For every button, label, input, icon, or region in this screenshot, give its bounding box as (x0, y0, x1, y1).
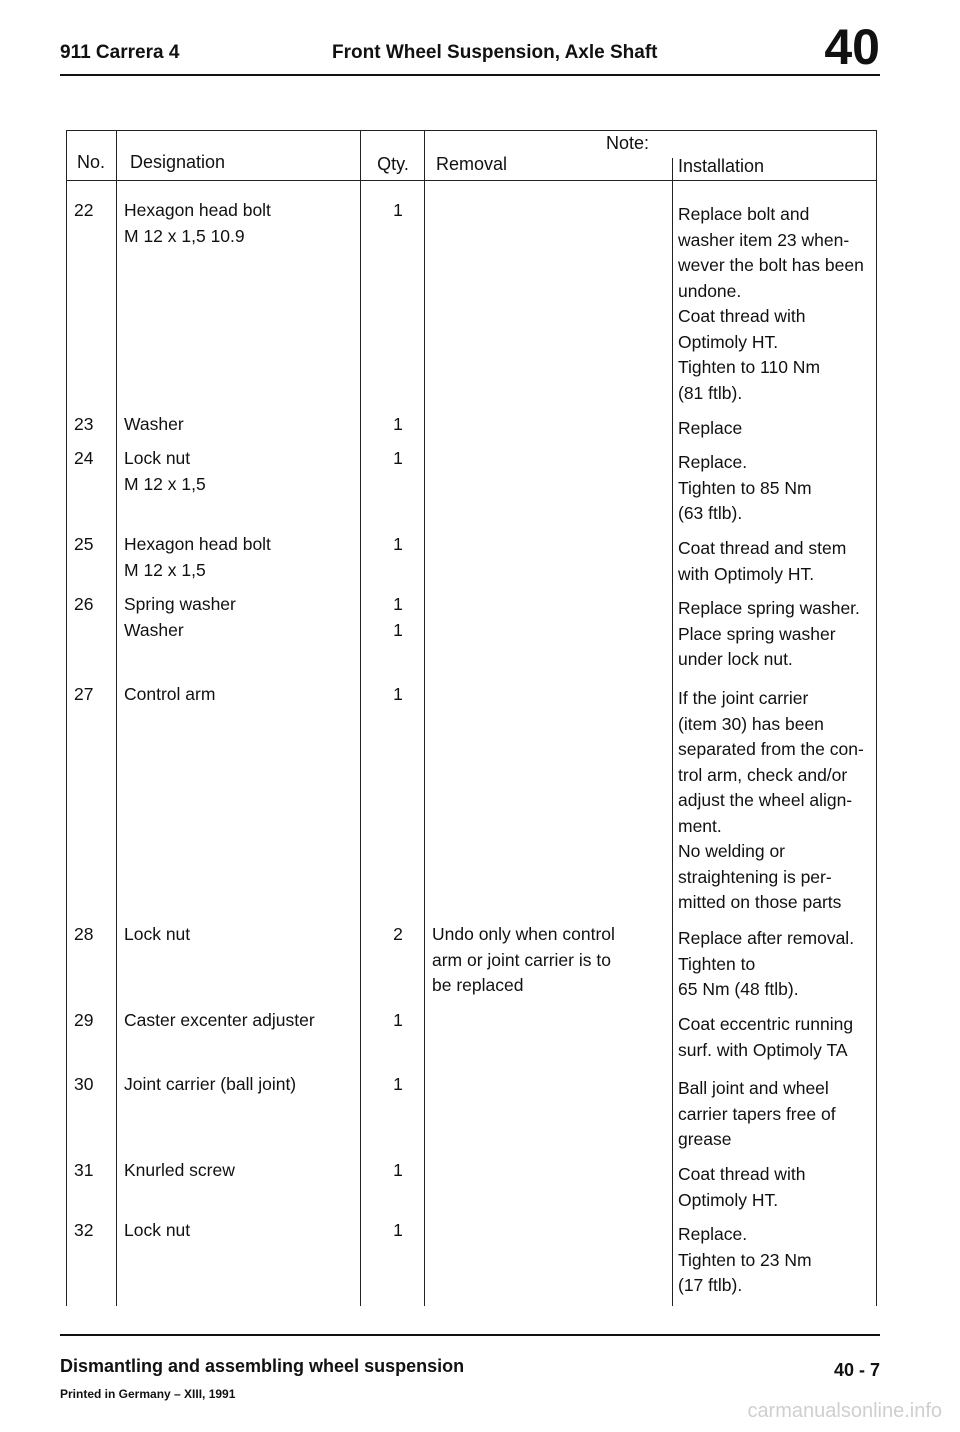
row-installation-note (678, 686, 878, 916)
row-installation-note-line: 65 Nm (48 ftlb). (678, 979, 799, 999)
row-installation-note-line: straightening is per- (678, 866, 832, 887)
table-border-top (66, 130, 876, 131)
row-number: 23 (74, 414, 94, 434)
row-installation-note-line: wever the bolt has been (678, 255, 864, 275)
row-installation-note (678, 416, 878, 442)
row-designation-line: Knurled screw (124, 1160, 235, 1180)
row-number: 28 (74, 924, 94, 944)
row-number: 27 (74, 684, 94, 704)
footer-printed: Printed in Germany – XIII, 1991 (60, 1387, 236, 1401)
row-installation-note-line: ment. (678, 815, 722, 836)
row-quantity (386, 1008, 410, 1034)
watermark: carmanualsonline.info (747, 1400, 942, 1422)
row-number: 25 (74, 534, 94, 554)
row-designation-line: M 12 x 1,5 10.9 (124, 225, 245, 246)
row-number: 30 (74, 1074, 94, 1094)
footer-page-number: 40 - 7 (833, 1360, 880, 1380)
row-installation-note (678, 1012, 878, 1063)
row-quantity-line: 1 (393, 619, 403, 640)
row-designation-line: Joint carrier (ball joint) (124, 1074, 297, 1094)
row-installation-note-line: Replace bolt and (678, 204, 810, 224)
row-installation-note-line: Coat thread with (678, 306, 806, 326)
row-installation-note-line: If the joint carrier (678, 688, 809, 708)
row-installation-note-line: Tighten to 110 Nm (678, 357, 821, 377)
row-installation-note-line: Ball joint and wheel (678, 1078, 829, 1098)
row-number: 26 (74, 594, 94, 614)
row-installation-note (678, 1162, 878, 1213)
row-installation-note-line: Replace after removal. (678, 928, 855, 948)
row-designation (124, 922, 364, 948)
row-number: 22 (74, 200, 94, 220)
table-header-rule (66, 180, 876, 181)
row-quantity (386, 198, 410, 224)
row-installation-note-line: Tighten to 23 Nm (678, 1249, 812, 1270)
header-designation: Designation (130, 152, 226, 172)
header-note: Note: (606, 133, 650, 153)
header-group-number: 40 (824, 19, 880, 75)
row-quantity-line: 1 (393, 1160, 403, 1180)
row-designation (124, 446, 364, 497)
column-divider-removal (672, 158, 673, 1306)
row-installation-note-line: surf. with Optimoly TA (678, 1039, 848, 1060)
row-installation-note-line: No welding or (678, 841, 785, 861)
row-installation-note-line: Replace spring washer. (678, 598, 860, 618)
row-installation-note-line: carrier tapers free of (678, 1103, 836, 1124)
row-quantity-line: 1 (393, 448, 403, 468)
row-designation-line: Caster excenter adjuster (124, 1010, 315, 1030)
row-installation-note-line: (81 ftlb). (678, 382, 743, 403)
row-quantity-line: 1 (393, 1220, 403, 1240)
row-designation-line: Spring washer (124, 594, 236, 614)
row-designation (124, 1218, 364, 1244)
row-installation-note-line: Tighten to (678, 953, 756, 974)
row-quantity-line: 1 (393, 1010, 403, 1030)
row-quantity (386, 682, 410, 708)
row-designation-line: Lock nut (124, 924, 191, 944)
row-installation-note-line: Replace. (678, 452, 748, 472)
row-installation-note-line: undone. (678, 280, 742, 301)
column-divider-no (116, 130, 117, 1306)
row-installation-note-line: separated from the con- (678, 739, 864, 759)
row-designation-line: Lock nut (124, 1220, 191, 1240)
row-installation-note-line: under lock nut. (678, 649, 793, 669)
row-installation-note (678, 1222, 878, 1299)
row-number: 32 (74, 1220, 94, 1240)
row-quantity-line: 1 (393, 684, 403, 704)
row-number: 24 (74, 448, 94, 468)
row-installation-note-line: (17 ftlb). (678, 1275, 743, 1295)
row-removal-note (432, 922, 642, 999)
row-removal-note-line: be replaced (432, 975, 524, 995)
row-quantity (386, 412, 410, 438)
column-divider-designation (360, 130, 361, 1306)
row-installation-note-line: (item 30) has been (678, 713, 824, 734)
parts-table (66, 130, 876, 1306)
row-installation-note-line: adjust the wheel align- (678, 790, 853, 810)
row-designation-line: Hexagon head bolt (124, 534, 271, 554)
row-installation-note-line: with Optimoly HT. (678, 563, 815, 584)
table-border-left (66, 130, 67, 1306)
row-designation-line: Control arm (124, 684, 216, 704)
row-number: 29 (74, 1010, 94, 1030)
row-designation (124, 412, 364, 438)
row-installation-note (678, 450, 878, 527)
row-quantity-line: 1 (393, 200, 403, 220)
column-divider-qty (424, 130, 425, 1306)
row-designation-line: M 12 x 1,5 (124, 559, 206, 580)
row-designation (124, 532, 364, 583)
row-quantity (386, 1158, 410, 1184)
row-installation-note-line: trol arm, check and/or (678, 764, 848, 785)
row-quantity-line: 1 (393, 1074, 403, 1094)
row-installation-note-line: Coat thread with (678, 1164, 806, 1184)
row-designation (124, 1158, 364, 1184)
row-designation (124, 682, 364, 708)
row-quantity (386, 1218, 410, 1244)
row-installation-note (678, 596, 878, 673)
page-header (60, 19, 880, 76)
row-installation-note-line: (63 ftlb). (678, 503, 743, 523)
row-designation-line: Lock nut (124, 448, 191, 468)
row-installation-note-line: washer item 23 when- (678, 229, 850, 250)
row-quantity (386, 532, 410, 558)
header-no: No. (76, 152, 105, 172)
row-installation-note-line: Replace (678, 418, 743, 438)
row-designation (124, 1008, 364, 1034)
row-installation-note-line: Optimoly HT. (678, 331, 779, 352)
row-designation-line: Washer (124, 619, 184, 640)
header-title: Front Wheel Suspension, Axle Shaft (332, 42, 658, 63)
row-quantity (386, 1072, 410, 1098)
row-installation-note-line: Tighten to 85 Nm (678, 477, 812, 498)
row-quantity-line: 1 (393, 594, 403, 614)
row-installation-note-line: grease (678, 1129, 732, 1149)
header-model: 911 Carrera 4 (60, 42, 180, 63)
row-installation-note-line: Coat thread and stem (678, 538, 847, 558)
row-quantity (386, 922, 410, 948)
row-designation (124, 198, 364, 249)
row-designation (124, 592, 364, 643)
row-designation-line: Hexagon head bolt (124, 200, 271, 220)
row-installation-note (678, 202, 878, 406)
row-installation-note-line: Place spring washer (678, 623, 836, 644)
header-removal: Removal (436, 154, 508, 174)
row-installation-note (678, 926, 878, 1003)
row-installation-note-line: Optimoly HT. (678, 1189, 779, 1210)
header-installation: Installation (678, 156, 765, 176)
page-footer (60, 1334, 880, 1401)
row-designation (124, 1072, 364, 1098)
footer-section-title: Dismantling and assembling wheel suspension (60, 1356, 465, 1376)
row-installation-note (678, 536, 878, 587)
row-number: 31 (74, 1160, 94, 1180)
row-removal-note-line: arm or joint carrier is to (432, 949, 611, 970)
row-quantity-line: 1 (393, 534, 403, 554)
row-removal-note-line: Undo only when control (432, 924, 615, 944)
row-quantity (386, 446, 410, 472)
row-quantity (386, 592, 410, 643)
row-installation-note-line: mitted on those parts (678, 892, 842, 912)
row-designation-line: Washer (124, 414, 184, 434)
row-quantity-line: 1 (393, 414, 403, 434)
row-designation-line: M 12 x 1,5 (124, 473, 206, 494)
row-quantity-line: 2 (393, 924, 403, 944)
header-qty: Qty. (377, 154, 409, 174)
row-installation-note-line: Coat eccentric running (678, 1014, 854, 1034)
row-installation-note-line: Replace. (678, 1224, 748, 1244)
row-installation-note (678, 1076, 878, 1153)
